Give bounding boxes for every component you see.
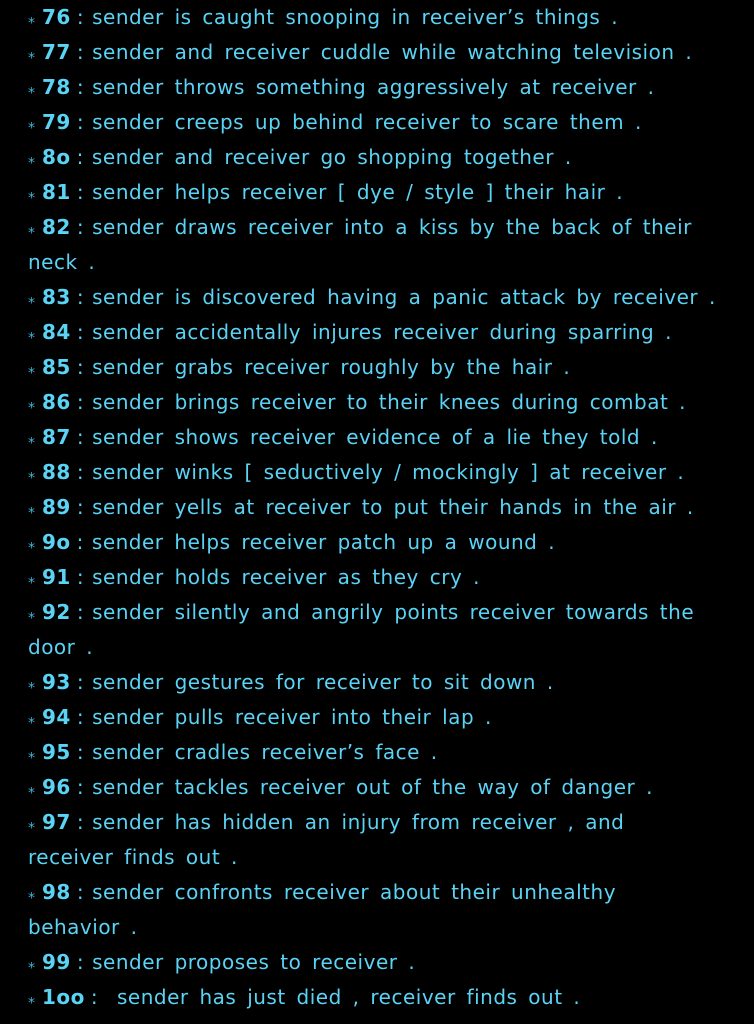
item-colon: : (76, 180, 85, 204)
item-colon: : (76, 285, 85, 309)
asterisk-bullet-icon: ⁎ (28, 816, 36, 832)
item-number: 9o (42, 530, 71, 554)
list-item (28, 350, 740, 385)
list-item (28, 175, 740, 210)
item-number: 87 (42, 425, 71, 449)
item-text: sender pulls receiver into their lap . (92, 705, 492, 729)
list-item (28, 490, 740, 525)
item-number: 94 (42, 705, 71, 729)
asterisk-bullet-icon: ⁎ (28, 781, 36, 797)
item-text: sender helps receiver [ dye / style ] their hair . (92, 180, 624, 204)
item-text: sender accidentally injures receiver during sparring . (92, 320, 672, 344)
item-text: sender draws receiver into a kiss by the back of their (92, 215, 692, 239)
asterisk-bullet-icon: ⁎ (28, 326, 36, 342)
item-colon: : (76, 950, 85, 974)
item-number: 79 (42, 110, 71, 134)
item-number: 92 (42, 600, 71, 624)
item-number: 81 (42, 180, 71, 204)
item-colon: : (76, 5, 85, 29)
item-number: 85 (42, 355, 71, 379)
list-item (28, 735, 740, 770)
item-colon: : (76, 810, 85, 834)
list-item (28, 525, 740, 560)
list-item (28, 35, 740, 70)
asterisk-bullet-icon: ⁎ (28, 991, 36, 1007)
asterisk-bullet-icon: ⁎ (28, 46, 36, 62)
asterisk-bullet-icon: ⁎ (28, 711, 36, 727)
list-item (28, 140, 740, 175)
item-text-continuation: receiver finds out . (28, 845, 238, 869)
item-text: sender proposes to receiver . (92, 950, 416, 974)
item-text: sender yells at receiver to put their hands in the air . (92, 495, 694, 519)
item-colon: : (76, 705, 85, 729)
item-colon: : (76, 495, 85, 519)
item-text-continuation: neck . (28, 250, 96, 274)
list-item (28, 560, 740, 595)
item-colon: : (76, 75, 85, 99)
item-colon: : (76, 880, 85, 904)
asterisk-bullet-icon: ⁎ (28, 291, 36, 307)
item-number: 97 (42, 810, 71, 834)
item-text: sender helps receiver patch up a wound . (91, 530, 556, 554)
item-colon: : (76, 565, 85, 589)
item-text: sender has hidden an injury from receiver , and (92, 810, 625, 834)
item-colon: : (76, 740, 85, 764)
item-number: 78 (42, 75, 71, 99)
asterisk-bullet-icon: ⁎ (28, 956, 36, 972)
asterisk-bullet-icon: ⁎ (28, 116, 36, 132)
item-number: 1oo (42, 985, 85, 1009)
item-number: 77 (42, 40, 71, 64)
item-text-continuation: behavior . (28, 915, 138, 939)
item-number: 93 (42, 670, 71, 694)
item-text: sender cradles receiver’s face . (92, 740, 438, 764)
item-number: 91 (42, 565, 71, 589)
list-item (28, 210, 740, 245)
item-number: 84 (42, 320, 71, 344)
list-item (28, 595, 740, 630)
item-colon: : (76, 600, 85, 624)
asterisk-bullet-icon: ⁎ (28, 361, 36, 377)
item-text: sender confronts receiver about their unhealthy (92, 880, 617, 904)
item-colon: : (76, 390, 85, 414)
item-text: sender and receiver cuddle while watching television . (92, 40, 693, 64)
item-number: 76 (42, 5, 71, 29)
asterisk-bullet-icon: ⁎ (28, 11, 36, 27)
asterisk-bullet-icon: ⁎ (28, 886, 36, 902)
item-number: 99 (42, 950, 71, 974)
item-number: 95 (42, 740, 71, 764)
item-colon: : (76, 425, 85, 449)
item-colon: : (76, 775, 85, 799)
list-item (28, 455, 740, 490)
item-text: sender grabs receiver roughly by the hair . (92, 355, 571, 379)
item-number: 83 (42, 285, 71, 309)
item-number: 89 (42, 495, 71, 519)
item-text: sender and receiver go shopping together . (91, 145, 572, 169)
item-text: sender brings receiver to their knees during combat . (92, 390, 687, 414)
item-text: sender is discovered having a panic attack by receiver . (92, 285, 716, 309)
list-item (28, 980, 740, 1015)
item-number: 8o (42, 145, 71, 169)
asterisk-bullet-icon: ⁎ (28, 571, 36, 587)
item-text: sender gestures for receiver to sit down . (92, 670, 554, 694)
list-item (28, 105, 740, 140)
list-item (28, 70, 740, 105)
item-colon: : (76, 670, 85, 694)
item-number: 98 (42, 880, 71, 904)
item-colon: : (76, 320, 85, 344)
item-colon: : (76, 355, 85, 379)
asterisk-bullet-icon: ⁎ (28, 606, 36, 622)
asterisk-bullet-icon: ⁎ (28, 186, 36, 202)
item-number: 86 (42, 390, 71, 414)
item-text: sender silently and angrily points receiver towards the (92, 600, 695, 624)
item-number: 88 (42, 460, 71, 484)
item-colon: : (90, 985, 99, 1009)
asterisk-bullet-icon: ⁎ (28, 396, 36, 412)
item-text: sender tackles receiver out of the way of danger . (92, 775, 653, 799)
item-colon: : (76, 110, 85, 134)
item-text-continuation: door . (28, 635, 94, 659)
list-item (28, 875, 740, 910)
item-colon: : (76, 145, 84, 169)
asterisk-bullet-icon: ⁎ (28, 746, 36, 762)
list-item (28, 945, 740, 980)
list-item (28, 315, 740, 350)
item-colon: : (76, 215, 85, 239)
item-text: sender holds receiver as they cry . (92, 565, 480, 589)
asterisk-bullet-icon: ⁎ (28, 431, 36, 447)
list-item (28, 805, 740, 840)
list-item (28, 770, 740, 805)
item-text: sender creeps up behind receiver to scare them . (92, 110, 642, 134)
asterisk-bullet-icon: ⁎ (28, 536, 36, 552)
asterisk-bullet-icon: ⁎ (28, 81, 36, 97)
asterisk-bullet-icon: ⁎ (28, 221, 36, 237)
item-number: 96 (42, 775, 71, 799)
list-item (28, 700, 740, 735)
asterisk-bullet-icon: ⁎ (28, 676, 36, 692)
asterisk-bullet-icon: ⁎ (28, 501, 36, 517)
item-text: sender is caught snooping in receiver’s things . (92, 5, 619, 29)
item-colon: : (76, 460, 85, 484)
item-colon: : (76, 40, 85, 64)
item-text: sender winks [ seductively / mockingly ] at receiver . (92, 460, 685, 484)
asterisk-bullet-icon: ⁎ (28, 466, 36, 482)
asterisk-bullet-icon: ⁎ (28, 151, 36, 167)
item-colon: : (76, 530, 84, 554)
item-text: sender has just died , receiver finds out . (106, 985, 581, 1009)
list-item (28, 280, 740, 315)
item-number: 82 (42, 215, 71, 239)
list-item (28, 0, 740, 35)
list-item (28, 665, 740, 700)
item-text: sender throws something aggressively at receiver . (92, 75, 655, 99)
item-text: sender shows receiver evidence of a lie they told . (92, 425, 658, 449)
prompt-list (28, 0, 740, 1015)
list-item (28, 420, 740, 455)
list-item (28, 385, 740, 420)
